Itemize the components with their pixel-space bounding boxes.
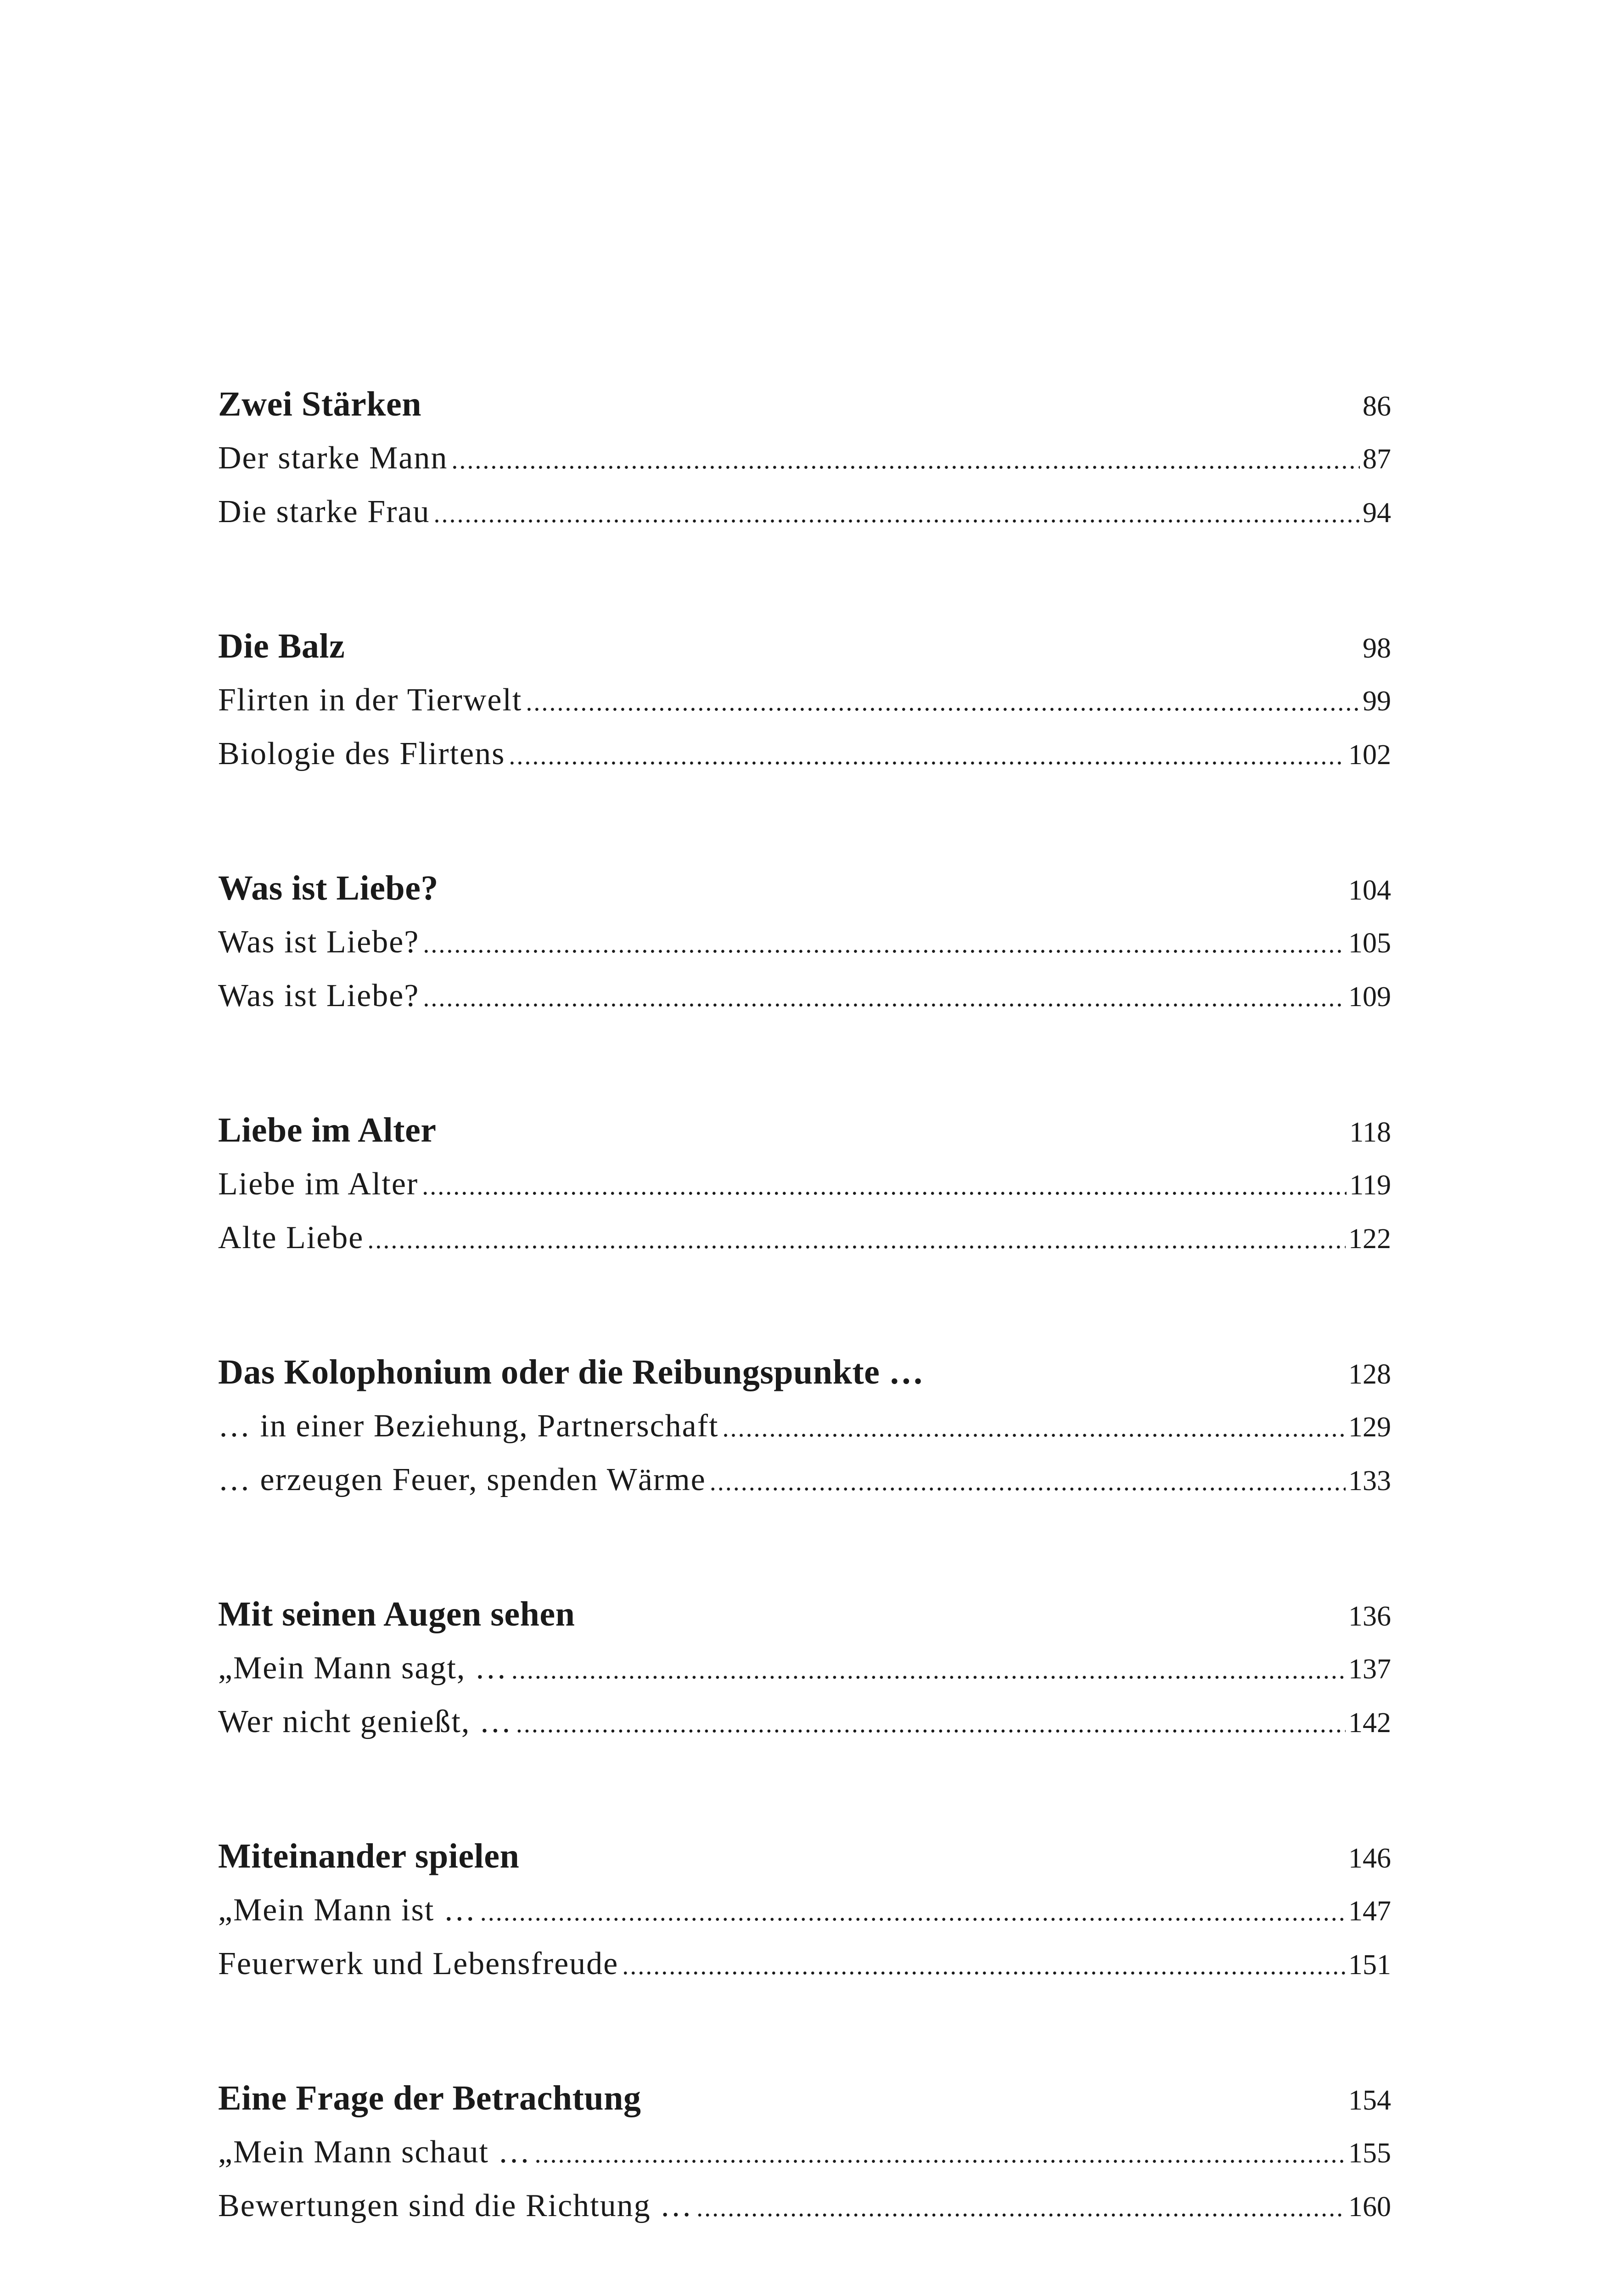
dot-leader <box>423 917 1346 971</box>
entry-title: Was ist Liebe? <box>218 978 420 1013</box>
entry-title: Biologie des Flirtens <box>218 736 505 771</box>
dot-leader <box>526 675 1360 729</box>
toc-entry <box>218 727 1391 781</box>
dot-leader <box>516 1697 1346 1751</box>
entry-title: Was ist Liebe? <box>218 924 420 960</box>
toc-chapter-heading <box>218 1587 1391 1641</box>
entry-page-number: 133 <box>1348 1465 1391 1497</box>
toc-section <box>218 619 1391 781</box>
toc-entry <box>218 1453 1391 1507</box>
toc-entry <box>218 431 1391 485</box>
toc-entry <box>218 2179 1391 2233</box>
table-of-contents <box>218 377 1391 2296</box>
entry-title: Feuerwerk und Lebensfreude <box>218 1946 619 1981</box>
chapter-page-number: 104 <box>1348 875 1391 906</box>
entry-page-number: 129 <box>1348 1412 1391 1443</box>
chapter-page-number: 146 <box>1348 1843 1391 1874</box>
entry-title: Der starke Mann <box>218 440 448 476</box>
toc-chapter-heading <box>218 1345 1391 1399</box>
toc-entry <box>218 1883 1391 1937</box>
toc-section <box>218 1587 1391 1749</box>
toc-entry <box>218 1211 1391 1265</box>
entry-title: Wer nicht genießt, … <box>218 1704 512 1739</box>
chapter-title: Miteinander spielen <box>218 1837 520 1875</box>
dot-leader <box>422 1159 1347 1213</box>
entry-page-number: 122 <box>1348 1223 1391 1255</box>
entry-page-number: 109 <box>1348 981 1391 1013</box>
entry-page-number: 87 <box>1363 444 1391 475</box>
dot-leader <box>710 1455 1346 1509</box>
toc-chapter-heading <box>218 861 1391 915</box>
dot-leader <box>480 1885 1346 1939</box>
entry-page-number: 105 <box>1348 928 1391 959</box>
toc-entry <box>218 1399 1391 1453</box>
entry-title: … in einer Beziehung, Partnerschaft <box>218 1408 719 1444</box>
chapter-title: Das Kolophonium oder die Reibungspunkte … <box>218 1353 924 1391</box>
entry-title: Flirten in der Tierwelt <box>218 682 522 718</box>
chapter-title: Liebe im Alter <box>218 1111 437 1149</box>
entry-title: „Mein Mann ist … <box>218 1892 477 1928</box>
entry-page-number: 160 <box>1348 2191 1391 2223</box>
chapter-page-number: 128 <box>1348 1359 1391 1390</box>
chapter-page-number: 118 <box>1349 1117 1391 1148</box>
chapter-title: Zwei Stärken <box>218 385 421 423</box>
chapter-page-number: 86 <box>1363 391 1391 422</box>
toc-chapter-heading <box>218 1829 1391 1883</box>
chapter-title: Was ist Liebe? <box>218 869 438 907</box>
entry-page-number: 147 <box>1348 1896 1391 1927</box>
dot-leader <box>367 1213 1346 1267</box>
chapter-title: Eine Frage der Betrachtung <box>218 2079 641 2117</box>
toc-section <box>218 1345 1391 1507</box>
chapter-page-number: 154 <box>1348 2085 1391 2116</box>
toc-entry <box>218 2125 1391 2179</box>
entry-title: „Mein Mann schaut … <box>218 2134 531 2170</box>
chapter-page-number: 136 <box>1348 1601 1391 1632</box>
entry-title: Bewertungen sind die Richtung … <box>218 2188 693 2223</box>
entry-page-number: 151 <box>1348 1949 1391 1981</box>
toc-section <box>218 1829 1391 1991</box>
toc-entry <box>218 1641 1391 1695</box>
toc-entry <box>218 1695 1391 1749</box>
toc-entry <box>218 1157 1391 1211</box>
dot-leader <box>534 2127 1346 2181</box>
chapter-title: Die Balz <box>218 627 345 665</box>
dot-leader <box>434 487 1360 541</box>
toc-entry <box>218 1937 1391 1991</box>
chapter-title: Mit seinen Augen sehen <box>218 1595 575 1633</box>
dot-leader <box>509 729 1346 783</box>
toc-chapter-heading <box>218 1103 1391 1157</box>
dot-leader <box>423 971 1346 1025</box>
toc-section <box>218 861 1391 1023</box>
dot-leader <box>722 1401 1346 1455</box>
entry-title: „Mein Mann sagt, … <box>218 1650 508 1686</box>
entry-page-number: 155 <box>1348 2138 1391 2169</box>
toc-chapter-heading <box>218 619 1391 673</box>
entry-title: … erzeugen Feuer, spenden Wärme <box>218 1462 706 1497</box>
toc-chapter-heading <box>218 2071 1391 2125</box>
entry-title: Die starke Frau <box>218 494 430 529</box>
toc-entry <box>218 969 1391 1023</box>
dot-leader <box>511 1643 1346 1697</box>
entry-title: Alte Liebe <box>218 1220 364 1255</box>
dot-leader <box>451 433 1360 487</box>
toc-entry <box>218 915 1391 969</box>
entry-page-number: 94 <box>1363 497 1391 529</box>
toc-chapter-heading <box>218 377 1391 431</box>
entry-title: Liebe im Alter <box>218 1166 419 1202</box>
chapter-page-number: 98 <box>1363 633 1391 664</box>
dot-leader <box>696 2181 1346 2235</box>
toc-entry <box>218 485 1391 539</box>
toc-entry <box>218 673 1391 727</box>
entry-page-number: 119 <box>1349 1170 1391 1201</box>
dot-leader <box>622 1939 1346 1993</box>
entry-page-number: 102 <box>1348 739 1391 771</box>
toc-section <box>218 2071 1391 2233</box>
toc-section <box>218 377 1391 539</box>
entry-page-number: 99 <box>1363 686 1391 717</box>
entry-page-number: 142 <box>1348 1707 1391 1739</box>
entry-page-number: 137 <box>1348 1654 1391 1685</box>
toc-section <box>218 1103 1391 1265</box>
